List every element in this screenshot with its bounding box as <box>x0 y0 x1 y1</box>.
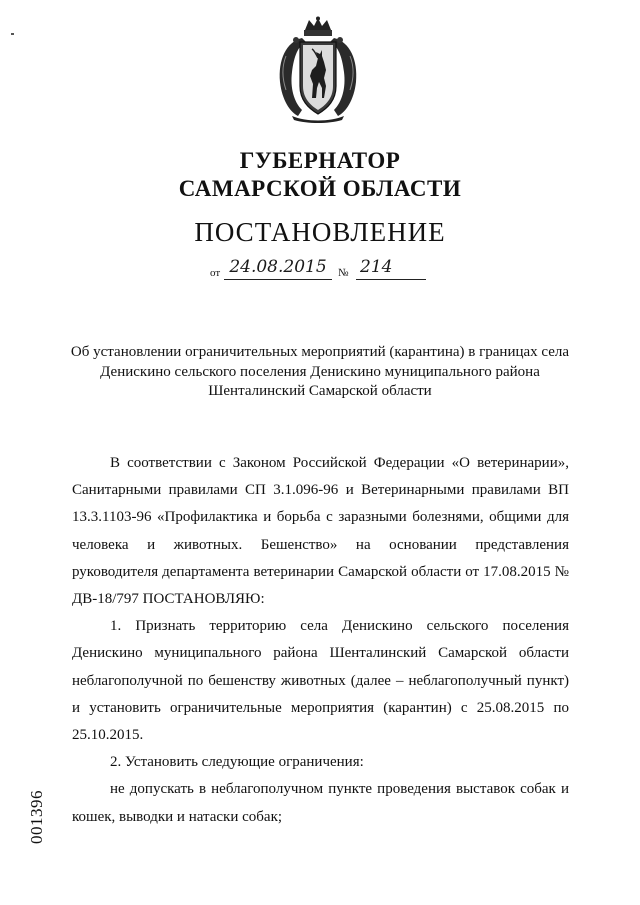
handwritten-date: 24.08.2015 <box>224 255 332 280</box>
margin-stamp-text: 001396 <box>27 790 46 844</box>
issuer-title-line-2: САМАРСКОЙ ОБЛАСТИ <box>178 176 462 201</box>
handwritten-number: 214 <box>356 255 426 280</box>
number-label: № <box>338 267 349 279</box>
date-label: от <box>210 267 221 279</box>
margin-stamp-number <box>22 772 52 862</box>
scan-speck <box>11 33 14 35</box>
body-paragraph: 2. Установить следующие ограничения: <box>110 754 364 771</box>
document-subject: Об установлении ограничительных мероприятий (карантина) в границах села Денискино сельского поселения Денискино муниципального района Шенталинский Самарской области <box>70 344 570 399</box>
document-body <box>72 450 569 831</box>
body-paragraph: В соответствии с Законом Российской Федерации «О ветеринарии», Санитарными правилами СП 3.1.096-96 и Ветеринарными правилами ВП 13.3.1103-96 «Профилактика и борьба с заразными болезнями, общими для человека и животных. Бешенство» на основании представления руководителя департамента ветеринарии Самарской области от 17.08.2015 № ДВ-18/797 ПОСТАНОВЛЯЮ: <box>72 455 569 608</box>
samara-coat-of-arms-icon <box>272 16 364 124</box>
body-paragraph: 1. Признать территорию села Денискино сельского поселения Денискино муниципального района Шенталинский Самарской области неблагополучной по бешенству животных (далее – неблагополучный пункт) и установить ограничительные мероприятия (карантин) с 25.08.2015 по 25.10.2015. <box>72 618 569 744</box>
issuer-title-line-1: ГУБЕРНАТОР <box>239 148 401 173</box>
body-paragraph: не допускать в неблагополучном пункте проведения выставок собак и кошек, выводки и натаски собак; <box>72 781 569 825</box>
document-type-heading: ПОСТАНОВЛЕНИЕ <box>194 217 446 247</box>
date-number-line <box>210 255 440 285</box>
